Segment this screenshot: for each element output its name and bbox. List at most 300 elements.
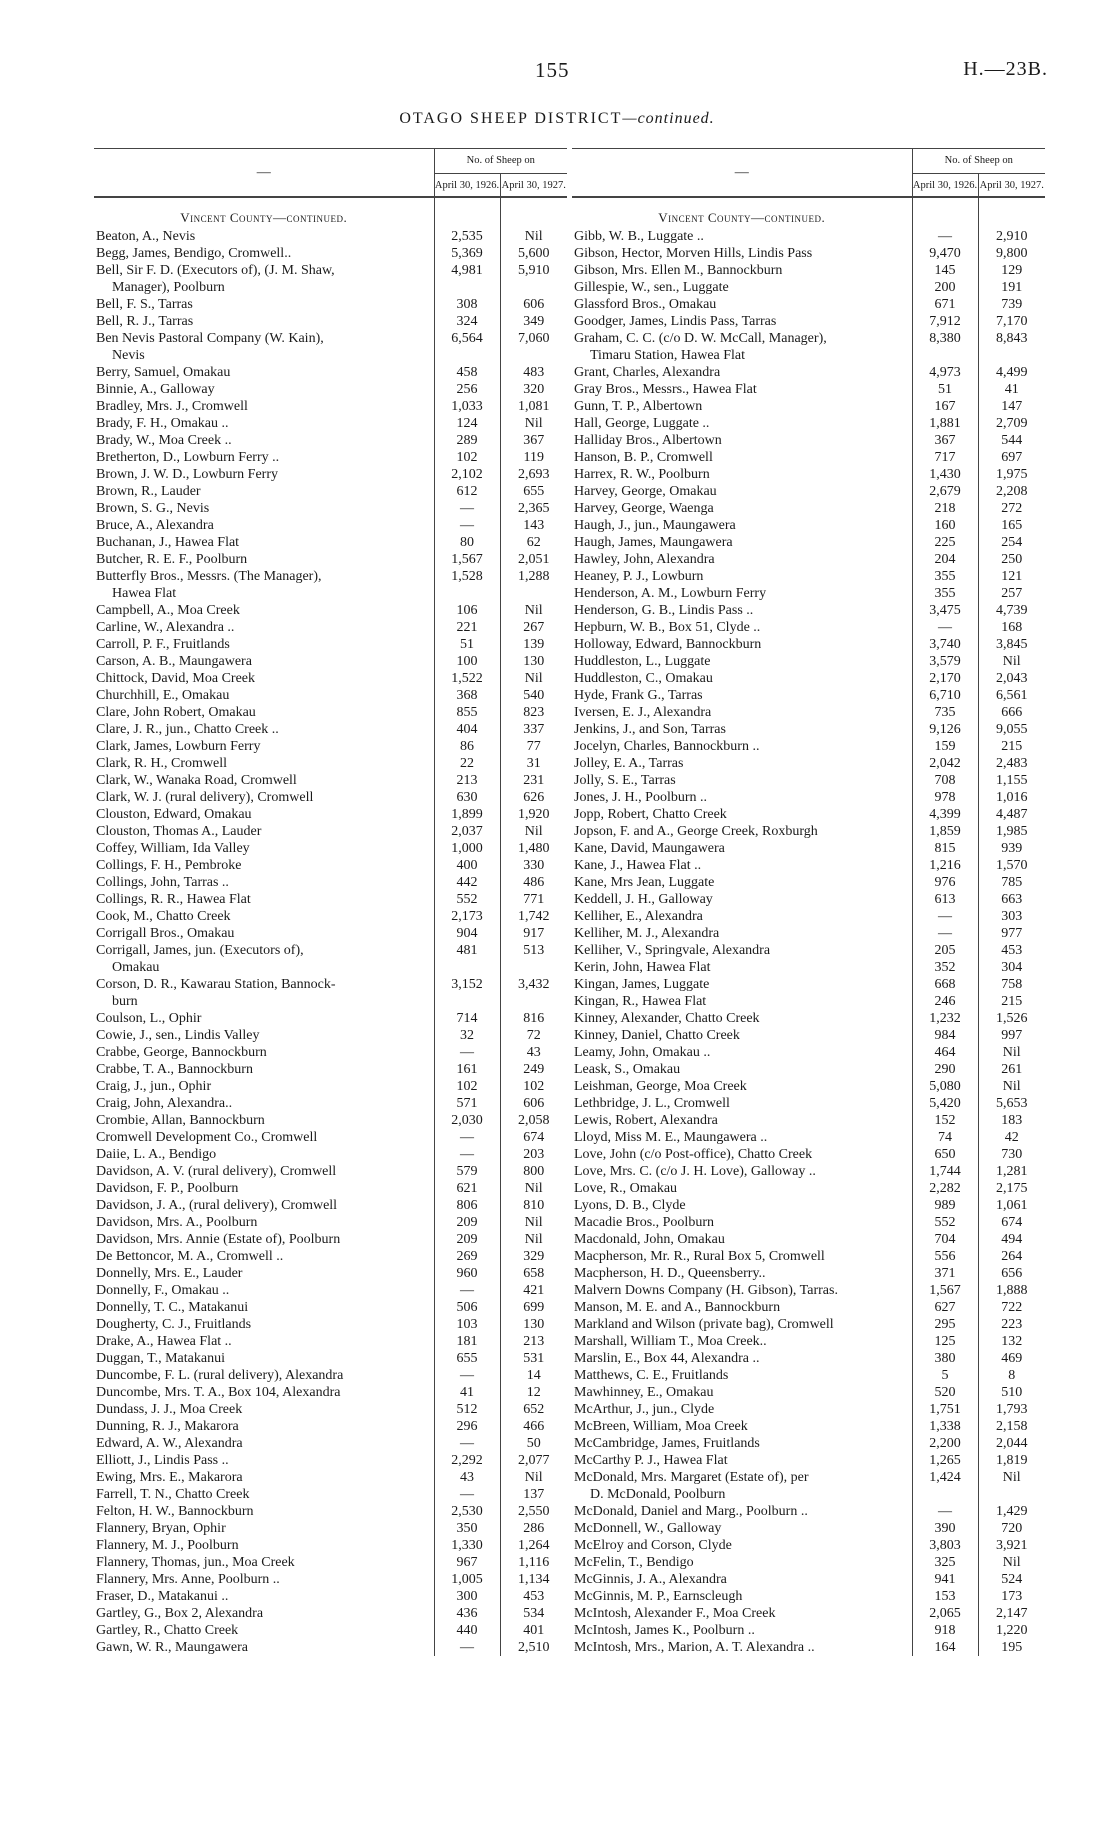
- holder-name: Love, R., Omakau: [574, 1181, 678, 1196]
- sheep-count-1926: 630: [434, 789, 500, 806]
- sheep-count-1926: 209: [434, 1231, 500, 1248]
- table-row: [572, 1197, 1045, 1214]
- holder-name: Bradley, Mrs. J., Cromwell: [96, 399, 248, 414]
- sheep-count-1927: Nil: [978, 1078, 1045, 1095]
- holder-name: Manson, M. E. and A., Bannockburn: [574, 1300, 781, 1315]
- sheep-count-1927: 267: [500, 619, 567, 636]
- sheep-count-1926: 102: [434, 449, 500, 466]
- holder-name: Jocelyn, Charles, Bannockburn ..: [574, 739, 760, 754]
- sheep-count-1926: 2,042: [912, 755, 978, 772]
- holder-name: Coffey, William, Ida Valley: [96, 841, 250, 856]
- sheep-count-1927: 1,429: [978, 1503, 1045, 1520]
- table-row: [572, 1469, 1045, 1503]
- holder-name: Coulson, L., Ophir: [96, 1011, 202, 1026]
- table-row: [572, 1163, 1045, 1180]
- sheep-count-1927: 231: [500, 772, 567, 789]
- holder-name-cell: [572, 840, 912, 857]
- holder-name-cell: [94, 1129, 434, 1146]
- sheep-count-1926: 256: [434, 381, 500, 398]
- sheep-count-1927: 304: [978, 959, 1045, 976]
- sheep-count-1926: 368: [434, 687, 500, 704]
- sheep-count-1926: 571: [434, 1095, 500, 1112]
- holder-name: Gibson, Hector, Morven Hills, Lindis Pass: [574, 246, 813, 261]
- sheep-count-1926: 6,710: [912, 687, 978, 704]
- sheep-count-1927: 758: [978, 976, 1045, 993]
- holder-name: Macpherson, Mr. R., Rural Box 5, Cromwell: [574, 1249, 825, 1264]
- sheep-count-1927: 337: [500, 721, 567, 738]
- sheep-count-1927: 699: [500, 1299, 567, 1316]
- holder-name-cell: [94, 1282, 434, 1299]
- sheep-count-1926: 960: [434, 1265, 500, 1282]
- table-row: [94, 755, 567, 772]
- table-row: [572, 1027, 1045, 1044]
- sheep-count-1927: 1,888: [978, 1282, 1045, 1299]
- holder-name: Collings, F. H., Pembroke: [96, 858, 242, 873]
- sheep-count-1927: 31: [500, 755, 567, 772]
- table-row: [94, 313, 567, 330]
- sheep-count-1926: —: [434, 1486, 500, 1503]
- sheep-count-1926: 3,475: [912, 602, 978, 619]
- sheep-count-1927: 137: [500, 1486, 567, 1503]
- holder-name-cell: [572, 738, 912, 755]
- table-row: [572, 1180, 1045, 1197]
- sheep-count-1926: 2,037: [434, 823, 500, 840]
- sheep-count-1927: 540: [500, 687, 567, 704]
- col-1926-header: April 30, 1926.: [434, 174, 500, 198]
- holder-name: Clark, W. J. (rural delivery), Cromwell: [96, 790, 314, 805]
- table-row: [572, 670, 1045, 687]
- sheep-count-1926: 5,369: [434, 245, 500, 262]
- table-row: [572, 602, 1045, 619]
- holder-name-cell: [572, 1129, 912, 1146]
- sheep-count-1926: —: [434, 517, 500, 534]
- holder-name-cell: [94, 449, 434, 466]
- holder-name: Lloyd, Miss M. E., Maungawera ..: [574, 1130, 768, 1145]
- holder-name-cell: [572, 670, 912, 687]
- table-row: [572, 993, 1045, 1010]
- holder-name-cell: [94, 228, 434, 245]
- sheep-count-1926: 436: [434, 1605, 500, 1622]
- sheep-count-1927: 367: [500, 432, 567, 449]
- sheep-count-1927: 2,510: [500, 1639, 567, 1656]
- sheep-count-1927: 215: [978, 738, 1045, 755]
- sheep-count-1927: 785: [978, 874, 1045, 891]
- sheep-count-1927: 330: [500, 857, 567, 874]
- table-row: [572, 568, 1045, 585]
- sheep-count-1926: 2,170: [912, 670, 978, 687]
- sheep-count-1926: 390: [912, 1520, 978, 1537]
- sheep-count-1927: Nil: [978, 1044, 1045, 1061]
- table-row: [572, 806, 1045, 823]
- table-row: [94, 1299, 567, 1316]
- table-row: [572, 1214, 1045, 1231]
- sheep-count-1927: 5,600: [500, 245, 567, 262]
- sheep-count-1927: 223: [978, 1316, 1045, 1333]
- sheep-count-1927: 320: [500, 381, 567, 398]
- table-row: [572, 1639, 1045, 1656]
- holder-name-cell: [94, 381, 434, 398]
- holder-name-cell: [572, 228, 912, 245]
- holder-name: Kelliher, M. J., Alexandra: [574, 926, 720, 941]
- table-row: [572, 959, 1045, 976]
- holder-name-cell: [94, 415, 434, 432]
- holder-name-cell: [572, 1503, 912, 1520]
- holder-name-cell: [94, 925, 434, 942]
- holder-name: Cowie, J., sen., Lindis Valley: [96, 1028, 260, 1043]
- holder-name: Marshall, William T., Moa Creek..: [574, 1334, 767, 1349]
- table-row: [572, 1316, 1045, 1333]
- sheep-count-1927: 329: [500, 1248, 567, 1265]
- sheep-count-1926: 2,065: [912, 1605, 978, 1622]
- table-row: [572, 874, 1045, 891]
- col-1927-header: April 30, 1927.: [500, 174, 567, 198]
- table-row: [572, 279, 1045, 296]
- sheep-count-1926: 1,751: [912, 1401, 978, 1418]
- holder-name-cell: [572, 1061, 912, 1078]
- holder-name-cell: [94, 1537, 434, 1554]
- sheep-count-1926: 1,424: [912, 1469, 978, 1503]
- holder-name-cell: [572, 755, 912, 772]
- holder-name-cell: [94, 1299, 434, 1316]
- holder-name: Bell, F. S., Tarras: [96, 297, 193, 312]
- table-row: [572, 1350, 1045, 1367]
- sheep-count-1926: 1,528: [434, 568, 500, 602]
- table-row: [94, 1265, 567, 1282]
- holder-name-cell: [572, 1248, 912, 1265]
- table-row: [94, 1061, 567, 1078]
- holder-name: Crabbe, T. A., Bannockburn: [96, 1062, 253, 1077]
- table-row: [572, 823, 1045, 840]
- sheep-count-1926: 2,200: [912, 1435, 978, 1452]
- holder-name-cell: [572, 1112, 912, 1129]
- sheep-count-1927: 483: [500, 364, 567, 381]
- holder-name: Hawley, John, Alexandra: [574, 552, 715, 567]
- sheep-count-1927: 977: [978, 925, 1045, 942]
- sheep-count-1926: 989: [912, 1197, 978, 1214]
- holder-name-cell: [94, 1384, 434, 1401]
- table-row: [94, 891, 567, 908]
- table-row: [572, 1146, 1045, 1163]
- table-row: [94, 976, 567, 1010]
- holder-name-continuation: Manager), Poolburn: [112, 280, 225, 295]
- table-row: [94, 653, 567, 670]
- sheep-count-1926: 1,899: [434, 806, 500, 823]
- holder-name: Jenkins, J., and Son, Tarras: [574, 722, 726, 737]
- sheep-count-1926: 464: [912, 1044, 978, 1061]
- col-1926-header: April 30, 1926.: [912, 174, 978, 198]
- table-row: [94, 1214, 567, 1231]
- sheep-count-1926: 440: [434, 1622, 500, 1639]
- holder-name-cell: [94, 1265, 434, 1282]
- table-row: [572, 687, 1045, 704]
- holder-name-continuation: burn: [112, 994, 138, 1009]
- holder-name-cell: [94, 976, 434, 1010]
- holder-name-cell: [572, 1197, 912, 1214]
- sheep-count-1927: Nil: [978, 653, 1045, 670]
- holder-name-cell: [572, 857, 912, 874]
- holder-name-cell: [94, 330, 434, 364]
- holder-name-cell: [94, 619, 434, 636]
- table-row: [94, 908, 567, 925]
- holder-name: Carline, W., Alexandra ..: [96, 620, 235, 635]
- holder-name: Graham, C. C. (c/o D. W. McCall, Manager),: [574, 331, 827, 346]
- table-row: [572, 1299, 1045, 1316]
- table-row: [572, 1435, 1045, 1452]
- holder-name: Jopson, F. and A., George Creek, Roxburgh: [574, 824, 818, 839]
- sheep-count-1926: 4,981: [434, 262, 500, 296]
- holder-name: Lyons, D. B., Clyde: [574, 1198, 686, 1213]
- sheep-count-1927: 720: [978, 1520, 1045, 1537]
- sheep-count-1927: 2,058: [500, 1112, 567, 1129]
- sheep-count-1927: 800: [500, 1163, 567, 1180]
- holder-name-cell: [94, 738, 434, 755]
- table-row: [94, 466, 567, 483]
- sheep-count-1927: 8: [978, 1367, 1045, 1384]
- sheep-count-1927: 303: [978, 908, 1045, 925]
- holder-name-cell: [572, 925, 912, 942]
- sheep-count-1927: 14: [500, 1367, 567, 1384]
- sheep-count-1926: 552: [912, 1214, 978, 1231]
- holder-name: Fraser, D., Matakanui ..: [96, 1589, 229, 1604]
- sheep-count-1926: 5: [912, 1367, 978, 1384]
- holder-name-cell: [572, 364, 912, 381]
- sheep-count-1926: —: [434, 500, 500, 517]
- sheep-count-1927: 119: [500, 449, 567, 466]
- holder-name: Markland and Wilson (private bag), Cromwell: [574, 1317, 834, 1332]
- holder-name-cell: [572, 1282, 912, 1299]
- sheep-count-1926: 80: [434, 534, 500, 551]
- holder-name-cell: [94, 534, 434, 551]
- sheep-count-1927: Nil: [500, 1231, 567, 1248]
- sheep-count-1927: 466: [500, 1418, 567, 1435]
- sheep-count-1926: 164: [912, 1639, 978, 1656]
- table-row: [572, 364, 1045, 381]
- holder-name: Daiie, L. A., Bendigo: [96, 1147, 217, 1162]
- sheep-count-1926: 204: [912, 551, 978, 568]
- sheep-count-1926: 106: [434, 602, 500, 619]
- table-row: [572, 517, 1045, 534]
- holder-name-cell: [572, 908, 912, 925]
- table-row: [94, 1350, 567, 1367]
- holder-name-cell: [94, 1486, 434, 1503]
- sheep-count-1926: 1,522: [434, 670, 500, 687]
- holder-name-cell: [572, 653, 912, 670]
- sheep-count-1927: 510: [978, 1384, 1045, 1401]
- sheep-count-1927: 1,134: [500, 1571, 567, 1588]
- holder-name-cell: [94, 1078, 434, 1095]
- table-row: [94, 534, 567, 551]
- sheep-count-1926: 650: [912, 1146, 978, 1163]
- holder-name: Leamy, John, Omakau ..: [574, 1045, 711, 1060]
- holder-name-cell: [94, 1520, 434, 1537]
- holder-name-cell: [572, 1299, 912, 1316]
- table-row: [94, 1180, 567, 1197]
- sheep-count-1927: 3,845: [978, 636, 1045, 653]
- sheep-count-1926: 9,126: [912, 721, 978, 738]
- sheep-count-1927: 250: [978, 551, 1045, 568]
- sheep-count-1927: 524: [978, 1571, 1045, 1588]
- table-row: [94, 1384, 567, 1401]
- holder-name-cell: [572, 1605, 912, 1622]
- table-row: [572, 228, 1045, 245]
- table-row: [94, 1571, 567, 1588]
- sheep-count-1926: 1,859: [912, 823, 978, 840]
- sheep-count-1927: 666: [978, 704, 1045, 721]
- holder-name: Jones, J. H., Poolburn ..: [574, 790, 708, 805]
- holder-name: Edward, A. W., Alexandra: [96, 1436, 243, 1451]
- holder-name: Holloway, Edward, Bannockburn: [574, 637, 762, 652]
- table-row: [572, 1520, 1045, 1537]
- table-row: [94, 1452, 567, 1469]
- sheep-count-1926: 2,030: [434, 1112, 500, 1129]
- sheep-count-1927: 1,220: [978, 1622, 1045, 1639]
- table-row: [572, 1452, 1045, 1469]
- sheep-count-1927: 139: [500, 636, 567, 653]
- sheep-count-1927: 1,985: [978, 823, 1045, 840]
- holder-name-cell: [94, 1044, 434, 1061]
- holder-name-cell: [94, 1418, 434, 1435]
- table-row: [572, 653, 1045, 670]
- sheep-count-1926: 246: [912, 993, 978, 1010]
- holder-name: Bruce, A., Alexandra: [96, 518, 214, 533]
- sheep-count-1927: 810: [500, 1197, 567, 1214]
- holder-name-cell: [94, 636, 434, 653]
- sheep-count-1927: 816: [500, 1010, 567, 1027]
- holder-name: Davidson, Mrs. A., Poolburn: [96, 1215, 258, 1230]
- holder-name-cell: [94, 891, 434, 908]
- holder-name-cell: [94, 908, 434, 925]
- sheep-count-1926: 4,973: [912, 364, 978, 381]
- sheep-count-1927: 41: [978, 381, 1045, 398]
- table-row: [572, 1333, 1045, 1350]
- sheep-count-1927: 2,044: [978, 1435, 1045, 1452]
- sheep-count-1927: 730: [978, 1146, 1045, 1163]
- sheep-count-1927: 421: [500, 1282, 567, 1299]
- sheep-count-1927: 486: [500, 874, 567, 891]
- holder-name: Beaton, A., Nevis: [96, 229, 196, 244]
- holder-name: Clare, J. R., jun., Chatto Creek ..: [96, 722, 279, 737]
- sheep-count-1927: 102: [500, 1078, 567, 1095]
- holder-name-cell: [572, 500, 912, 517]
- sheep-count-1927: 286: [500, 1520, 567, 1537]
- table-row: [572, 585, 1045, 602]
- holder-name-cell: [94, 466, 434, 483]
- holder-name-cell: [94, 432, 434, 449]
- sheep-count-1926: 2,173: [434, 908, 500, 925]
- holder-name: Collings, John, Tarras ..: [96, 875, 229, 890]
- holder-name: Mawhinney, E., Omakau: [574, 1385, 714, 1400]
- table-row: [94, 1129, 567, 1146]
- table-row: [572, 738, 1045, 755]
- holder-name-cell: [572, 517, 912, 534]
- holder-name-cell: [572, 415, 912, 432]
- sheep-count-1927: 62: [500, 534, 567, 551]
- sheep-count-1927: 401: [500, 1622, 567, 1639]
- holder-name: Hanson, B. P., Cromwell: [574, 450, 713, 465]
- table-row: [94, 636, 567, 653]
- holder-name: McIntosh, Mrs., Marion, A. T. Alexandra ..: [574, 1640, 815, 1655]
- sheep-count-1927: Nil: [500, 1214, 567, 1231]
- table-row: [94, 1027, 567, 1044]
- holder-name: Clouston, Edward, Omakau: [96, 807, 252, 822]
- sheep-count-1927: 531: [500, 1350, 567, 1367]
- table-row: [94, 687, 567, 704]
- sheep-count-1926: 704: [912, 1231, 978, 1248]
- holder-name: Chittock, David, Moa Creek: [96, 671, 256, 686]
- table-row: [94, 1503, 567, 1520]
- sheep-count-1926: —: [912, 619, 978, 636]
- holder-name: De Bettoncor, M. A., Cromwell ..: [96, 1249, 284, 1264]
- sheep-count-1927: 1,975: [978, 466, 1045, 483]
- sheep-count-1926: 621: [434, 1180, 500, 1197]
- sheep-count-1927: 4,739: [978, 602, 1045, 619]
- sheep-count-1927: 3,432: [500, 976, 567, 1010]
- table-row: [94, 1095, 567, 1112]
- sheep-count-1926: 404: [434, 721, 500, 738]
- table-row: [94, 840, 567, 857]
- sheep-count-1927: 2,709: [978, 415, 1045, 432]
- sheep-count-1926: 153: [912, 1588, 978, 1605]
- holder-name-cell: [572, 704, 912, 721]
- holder-name: Macdonald, John, Omakau: [574, 1232, 725, 1247]
- sheep-count-1927: 77: [500, 738, 567, 755]
- holder-name-cell: [94, 772, 434, 789]
- holder-name-cell: [572, 1078, 912, 1095]
- holder-name: Lethbridge, J. L., Cromwell: [574, 1096, 730, 1111]
- table-row: [572, 1265, 1045, 1282]
- holder-name: Macpherson, H. D., Queensberry..: [574, 1266, 766, 1281]
- holder-name: McCarthy P. J., Hawea Flat: [574, 1453, 728, 1468]
- holder-name-cell: [572, 1010, 912, 1027]
- sheep-count-1927: 3,921: [978, 1537, 1045, 1554]
- holder-name-cell: [94, 789, 434, 806]
- sheep-count-1926: —: [434, 1129, 500, 1146]
- holder-name-cell: [572, 398, 912, 415]
- sheep-count-1927: 1,061: [978, 1197, 1045, 1214]
- table-row: [94, 1010, 567, 1027]
- holder-name-cell: [94, 1469, 434, 1486]
- holder-name: Hepburn, W. B., Box 51, Clyde ..: [574, 620, 761, 635]
- holder-name-cell: [94, 721, 434, 738]
- sheep-count-1927: 1,480: [500, 840, 567, 857]
- sheep-count-1926: 1,744: [912, 1163, 978, 1180]
- holder-name-continuation: D. McDonald, Poolburn: [590, 1487, 726, 1502]
- holder-name-cell: [94, 1333, 434, 1350]
- table-row: [94, 262, 567, 296]
- holder-name-cell: [572, 1384, 912, 1401]
- sheep-count-1927: 257: [978, 585, 1045, 602]
- sheep-count-1926: 941: [912, 1571, 978, 1588]
- holder-name: Harrex, R. W., Poolburn: [574, 467, 710, 482]
- holder-name-cell: [572, 551, 912, 568]
- sheep-count-1927: 2,051: [500, 551, 567, 568]
- holder-name-cell: [94, 551, 434, 568]
- holder-name-cell: [94, 398, 434, 415]
- sheep-count-1927: 42: [978, 1129, 1045, 1146]
- holder-name: Gunn, T. P., Albertown: [574, 399, 703, 414]
- sheep-count-1927: 1,570: [978, 857, 1045, 874]
- table-row: [94, 245, 567, 262]
- holder-name-cell: [572, 296, 912, 313]
- table-row: [572, 1554, 1045, 1571]
- sheep-count-1926: 904: [434, 925, 500, 942]
- holder-name-cell: [572, 483, 912, 500]
- holder-name: Brown, R., Lauder: [96, 484, 201, 499]
- holder-name: Crombie, Allan, Bannockburn: [96, 1113, 265, 1128]
- holder-name: Marslin, E., Box 44, Alexandra ..: [574, 1351, 760, 1366]
- holder-name: McGinnis, M. P., Earnscleugh: [574, 1589, 743, 1604]
- sheep-count-1927: 132: [978, 1333, 1045, 1350]
